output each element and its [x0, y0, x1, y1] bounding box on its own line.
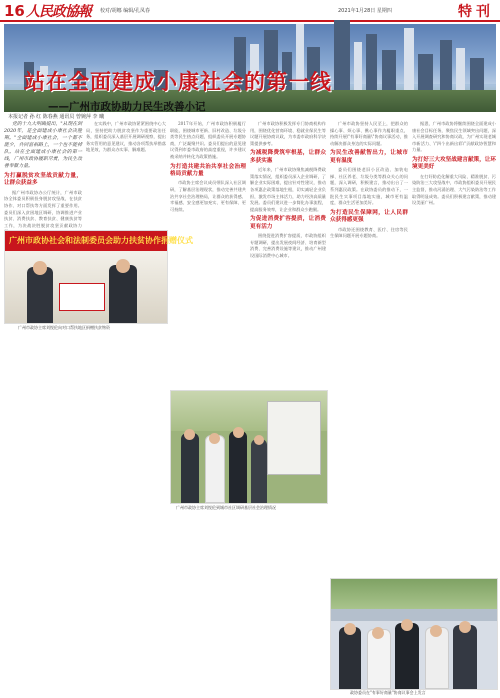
section-heading: 为民生改善献智出力，让城市更有温度 — [330, 150, 408, 164]
photo-caption-1: 广州市政协主席刘悦伦向对口帮扶地区捐赠扶贫物资 — [18, 325, 110, 330]
article-column-4: 广州市政协积极发挥专门协商机构作用，围绕优化营商环境、稳就业保民生等议题开展协商议政，为市委市政府科学决策提供参考。 为减税降费筑牢根基，让群众多获实惠 近年来，广州市政协聚焦减税降费政策落实情况，组织委员深入企业调研，了解企业实际困难，提出针对性建议，推动各项惠企政策落地生根，切实减轻企业负担，激发市场主体活力，助力经济高质量发展。委员们建议进一步简化办事流程，提高服务效率，让企业和群众少跑腿。 为促进消费扩容提质，让消费更有活力 围绕促进消费扩容提质，市政协组织专题调研，提出发展夜间经济、培育新型消费、完善消费设施等建议，推动广州建设国际消费中心城市。 — [250, 121, 326, 258]
article-column-1: 党的十九大明确提出，"从现在到2020年，是全面建成小康社会决胜期。"全面建成小康社会，一个都不能少，共同富裕路上，一个也不能掉队。站在全面建成小康社会的第一线，广州市政协履职尽责，为民生改善奉献力量。 为打赢脱贫攻坚战贡献力量，让群众获益多 据广州市政协办公厅统计，广州市政协全体委员积极投身脱贫攻坚战，在扶贫协作、对口帮扶等方面发挥了重要作用。委员们深入贫困地区调研，协调推进产业扶贫、消费扶贫、教育扶贫、健康扶贫等工作，为决战决胜脱贫攻坚贡献政协力 — [4, 122, 82, 228]
community-research-photo — [170, 390, 328, 504]
page-title: 站在全面建成小康社会的第一线 — [24, 69, 332, 94]
newspaper-logo: 人民政協報 — [26, 4, 91, 20]
section-heading: 为打造民生保障网，让人民群众获得感更强 — [330, 209, 408, 224]
issue-date: 2021年1月28日 星期四 — [338, 8, 392, 14]
page-number: 16 — [4, 2, 25, 20]
masthead — [0, 0, 500, 22]
editor-line: 校对/胡娜 编辑/孔凤春 — [100, 8, 150, 14]
section-heading: 为促进消费扩容提质，让消费更有活力 — [250, 216, 326, 230]
consultation-meeting-photo — [330, 578, 498, 690]
ceremony-banner: 广州市政协社会和法制委员会助力扶贫协作捐赠仪式 — [5, 231, 167, 251]
section-heading: 为打好三大攻坚战建言献策，让环境更美好 — [412, 156, 496, 171]
hero-image — [4, 24, 496, 112]
article-column-2: 在实践中，广州市政协紧紧围绕中心大局，坚持把助力脱贫攻坚作为重要政治任务，组织委员深入基层开展调研视察，提出务实管用的意见建议，推动各项帮扶举措落地见效，为群众办实事、解难题。 — [86, 121, 166, 153]
section-heading: 为减税降费筑牢根基，让群众多获实惠 — [250, 150, 326, 164]
article-column-6: 据悉，广州市政协将继续围绕全面建成小康社会目标任务，聚焦民生领域突出问题，深入开展调查研究和协商议政，为广州实现老城市新活力、\"四个出新出彩\"贡献政协智慧和力量。 为打好三大攻坚战建言献策，让环境更美好 在打好防范化解重大风险、精准脱贫、污染防治三大攻坚战中，市政协组织委员开展民主监督，推动河涌治理、大气污染防治等工作取得明显成效。委员们积极建言献策，推动建设美丽广州。 — [412, 121, 496, 206]
page-subtitle: ——广州市政协助力民生改善小记 — [48, 101, 206, 113]
article-column-5: 广州市政协坚持人民至上，把群众的操心事、烦心事、揪心事作为履职重点，持续开展\"有事好商量\"协商议事活动，推动解决群众身边的实际问题。 为民生改善献智出力，让城市更有温度 委员们围绕老旧小区改造、加装电梯、社区养老、垃圾分类等群众关心的问题，深入调研，积极建言，推动出台了一系列惠民政策。在政协委员的推动下，一批民生实事项目落地实施，城市更有温度，群众生活更加美好。 为打造民生保障网，让人民群众获得感更强 市政协还围绕教育、医疗、住房等民生保障问题开展专题协商。 — [330, 121, 408, 239]
lead-paragraph: 党的十九大明确提出，"从现在到2020年，是全面建成小康社会决胜期。"全面建成小康社会，一个都不能少，共同富裕路上，一个也不能掉队。站在全面建成小康社会的第一线，广州市政协履职尽责，为民生改善奉献力量。 — [4, 122, 82, 169]
photo-caption-3: 政协委员在"有事好商量"协商议事会上发言 — [350, 690, 426, 695]
photo-caption-2: 广州市政协主席刘悦伦到城市社区调研基层社会治理情况 — [176, 505, 276, 510]
section-name: 特刊 — [458, 4, 494, 20]
section-heading: 为打造共建共治共享社会治理格局贡献力量 — [170, 163, 246, 177]
article-column-3: 2017年开始，广州市政协积极履行职能，围绕城市更新、旧村改造、垃圾分类等民生热点问题，组织委员开展专题协商，广泛凝聚共识。委员们提出的意见建议得到市委市政府的高度重视，许多建议被采纳并转化为政策措施。 为打造共建共治共享社会治理格局贡献力量 市政协主席会议成员带队深入社区调研，了解基层治理现状，推动完善共建共治共享社会治理格局，让群众的获得感、幸福感、安全感更加充实、更有保障、更可持续。 — [170, 121, 246, 212]
donation-ceremony-photo — [4, 230, 193, 324]
section-heading: 为打赢脱贫攻坚战贡献力量，让群众获益多 — [4, 173, 82, 187]
byline: 本报记者 孙 红 陈春燕 通讯员 曾婉萍 李 曦 — [8, 114, 105, 120]
